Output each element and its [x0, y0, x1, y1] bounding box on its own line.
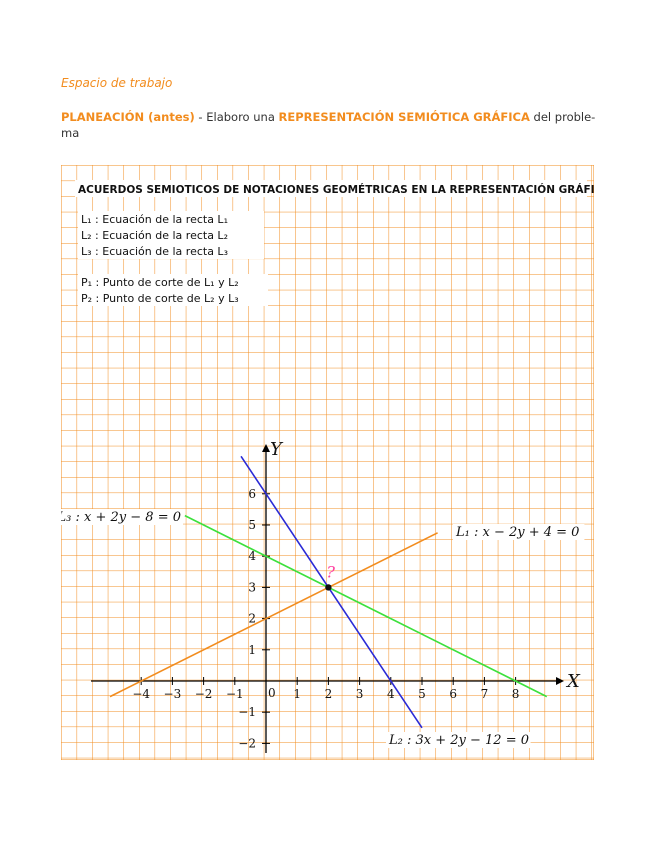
y-tick-label: 3 — [248, 580, 256, 595]
x-tick-label: 3 — [355, 687, 364, 701]
y-axis-label: Y — [270, 439, 282, 460]
workspace-title: Espacio de trabajo — [61, 76, 173, 90]
planning-text-3: ma — [61, 126, 80, 140]
agreement-p2: P₂ : Punto de corte de L₂ y L₃ — [81, 292, 239, 305]
planning-highlight: REPRESENTACIÓN SEMIÓTICA GRÁFICA — [278, 110, 530, 124]
x-tick-label: −3 — [163, 687, 182, 701]
x-tick-label: 4 — [386, 687, 395, 701]
origin-label: 0 — [268, 686, 276, 700]
line-label-l2: L₂ : 3x + 2y − 12 = 0 — [389, 733, 529, 748]
x-tick-label: 7 — [480, 687, 489, 701]
x-tick-label: 5 — [418, 687, 426, 701]
intersection-point-1 — [325, 584, 331, 590]
agreement-l2: L₂ : Ecuación de la recta L₂ — [81, 229, 228, 242]
x-tick-label: −4 — [132, 687, 151, 701]
grid-svg — [61, 165, 594, 760]
x-tick-label: 8 — [511, 687, 520, 701]
x-tick-label: −2 — [194, 687, 213, 701]
x-tick-label: 6 — [449, 687, 458, 701]
y-tick-label: 4 — [248, 549, 256, 564]
y-tick-label: −2 — [238, 736, 256, 751]
y-tick-label: 2 — [248, 611, 256, 626]
planning-instruction — [61, 109, 596, 141]
agreement-l3: L₃ : Ecuación de la recta L₃ — [81, 245, 228, 258]
agreement-p1: P₁ : Punto de corte de L₁ y L₂ — [81, 276, 239, 289]
x-axis-label: X — [567, 671, 580, 692]
agreement-l1: L₁ : Ecuación de la recta L₁ — [81, 213, 228, 226]
line-label-l1: L₁ : x − 2y + 4 = 0 — [456, 525, 580, 540]
planning-lead: PLANEACIÓN (antes) — [61, 110, 195, 124]
question-mark-annotation: ? — [326, 562, 335, 582]
x-tick-label: −1 — [225, 687, 244, 701]
grid-workspace — [61, 165, 594, 760]
y-tick-label: 5 — [248, 518, 256, 532]
planning-text-1: - Elaboro una — [194, 110, 279, 124]
planning-text-2: del proble- — [529, 110, 596, 124]
y-tick-label: 6 — [248, 486, 256, 501]
x-tick-label: 2 — [324, 687, 333, 701]
y-tick-label: 1 — [248, 642, 256, 657]
line-label-l3: L₃ : x + 2y − 8 = 0 — [61, 510, 181, 525]
y-tick-label: −1 — [238, 705, 256, 720]
agreements-list — [78, 211, 268, 306]
agreements-heading: ACUERDOS SEMIOTICOS DE NOTACIONES GEOMÉTRICAS EN LA REPRESENTACIÓN GRÁFICA — [78, 184, 594, 196]
x-tick-label: 1 — [293, 687, 302, 701]
